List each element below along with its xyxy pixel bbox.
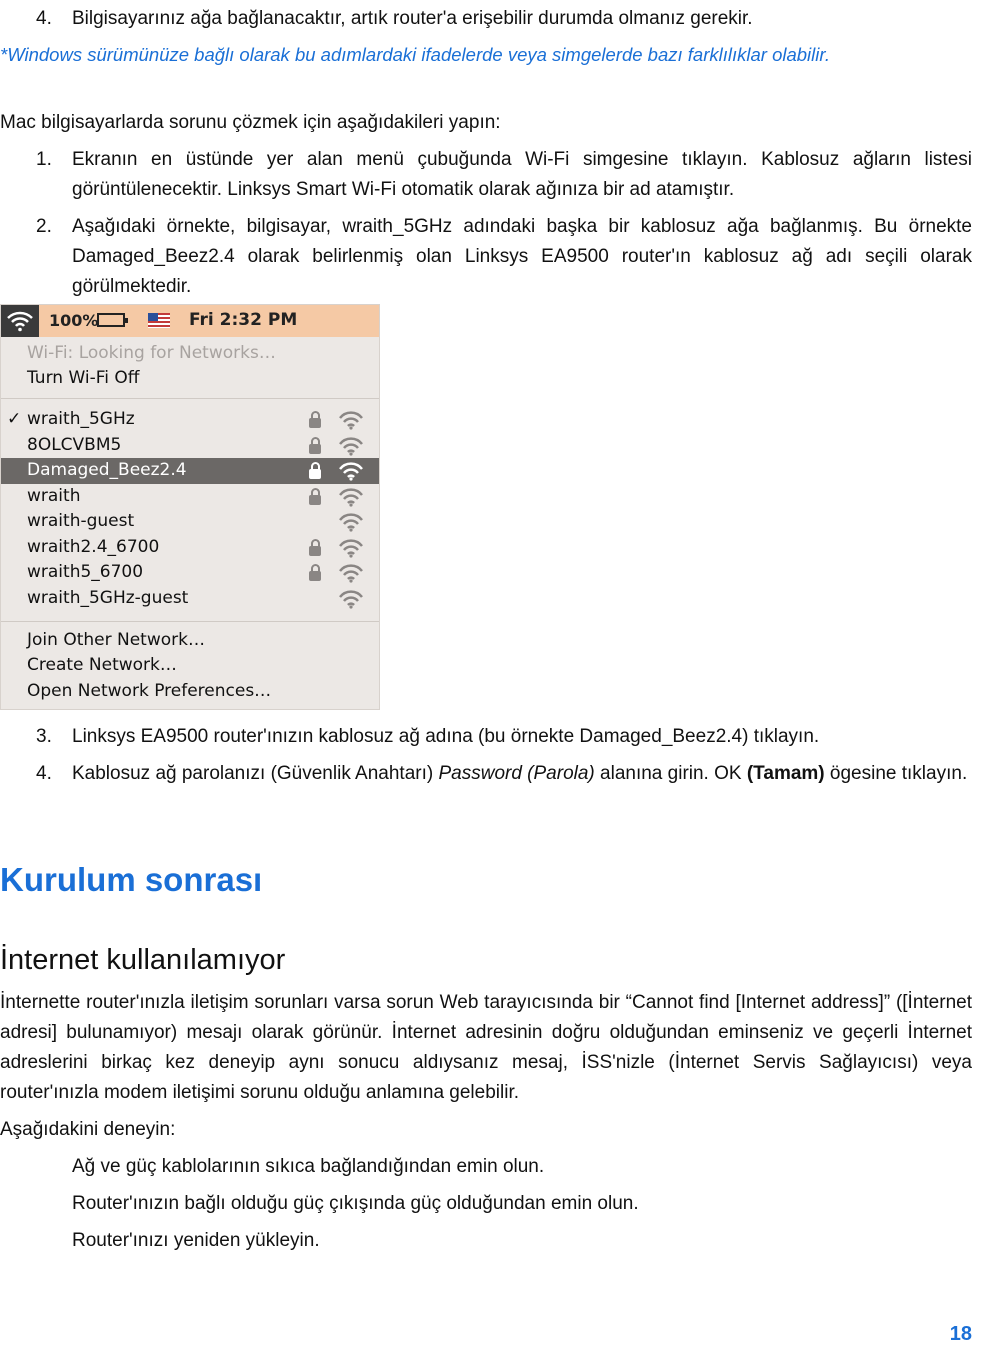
mac-menubar: [1, 305, 380, 337]
network-item-wraith-guest[interactable]: wraith-guest: [27, 511, 135, 531]
body-paragraph: İnternette router'ınızla iletişim sorunları varsa sorun Web tarayıcısında bir “Cannot find [Internet address]” ([İnternet adresi] bulunamıyor) mesajı olarak görünür. İnternet adresinin doğru olduğundan eminseniz ve geçerli İnternet adreslerini birkaç kez deneyip aynı sonucu aldıysanız mesaj, İSS'nizle (İnternet Servis Sağlayıcısı) veya router'ınızla modem iletişimi sorunu olduğu anlamına gelebilir.: [0, 992, 972, 1103]
wifi-signal-icon: [337, 436, 365, 456]
list-number: 1.: [36, 149, 52, 170]
mac-intro: Mac bilgisayarlarda sorunu çözmek için aşağıdakileri yapın:: [0, 112, 501, 133]
step-text-end: ögesine tıklayın.: [824, 763, 968, 784]
wifi-menubar-icon: [1, 305, 39, 337]
network-item-wraith-5ghz[interactable]: wraith_5GHz: [27, 409, 135, 429]
lock-icon: [309, 546, 321, 556]
menu-divider: [1, 621, 380, 622]
list-text: [72, 759, 972, 789]
network-item-8olcvbm5[interactable]: 8OLCVBM5: [27, 435, 122, 455]
lock-icon: [309, 469, 321, 479]
network-item-wraith5-6700[interactable]: wraith5_6700: [27, 562, 144, 582]
subsection-title: İnternet kullanılamıyor: [0, 944, 286, 976]
lock-icon: [309, 495, 321, 505]
wifi-signal-icon: [337, 538, 365, 558]
wifi-signal-icon: [337, 487, 365, 507]
network-item-wraith-5ghz-guest[interactable]: wraith_5GHz-guest: [27, 588, 189, 608]
wifi-signal-icon: [337, 589, 365, 609]
lock-icon: [309, 571, 321, 581]
section-title: Kurulum sonrası: [0, 861, 263, 898]
turn-wifi-off-item[interactable]: Turn Wi-Fi Off: [27, 368, 140, 388]
join-other-network-item[interactable]: Join Other Network…: [27, 630, 205, 650]
menu-divider: [1, 398, 380, 399]
step-text-middle: alanına girin. OK: [594, 763, 747, 784]
list-text: Aşağıdaki örnekte, bilgisayar, wraith_5GHz adındaki başka bir kablosuz ağa bağlanmış. Bu örnekte Damaged_Beez2.4 olarak belirlenmiş olan Linksys EA9500 router'ın kablosuz ağ adı seçili olarak görülmektedir.: [72, 216, 972, 297]
list-number: 4.: [36, 763, 52, 784]
wifi-signal-icon: [337, 512, 365, 532]
mac-wifi-menu-screenshot: [0, 304, 380, 710]
network-item-wraith2-4-6700[interactable]: wraith2.4_6700: [27, 537, 160, 557]
menubar-clock: Fri 2:32 PM: [189, 310, 298, 330]
network-item-wraith[interactable]: wraith: [27, 486, 81, 506]
wifi-status: Wi-Fi: Looking for Networks…: [27, 343, 276, 363]
battery-icon: [97, 313, 125, 327]
network-item-damaged-beez[interactable]: Damaged_Beez2.4: [27, 460, 187, 480]
try-item: Router'ınızı yeniden yükleyin.: [72, 1230, 320, 1251]
list-text: Bilgisayarınız ağa bağlanacaktır, artık router'a erişebilir durumda olmanız gerekir.: [72, 8, 753, 29]
list-text: Ekranın en üstünde yer alan menü çubuğunda Wi-Fi simgesine tıklayın. Kablosuz ağların listesi görüntülenecektir. Linksys Smart Wi-Fi otomatik olarak ağınıza bir ad atamıştır.: [72, 149, 972, 200]
list-number: 4.: [36, 8, 52, 29]
try-item: Ağ ve güç kablolarının sıkıca bağlandığından emin olun.: [72, 1156, 545, 1177]
step-text-start: Kablosuz ağ parolanızı (Güvenlik Anahtarı): [72, 763, 439, 784]
lock-icon: [309, 444, 321, 454]
password-field-name: Password (Parola): [438, 763, 595, 784]
try-label: Aşağıdakini deneyin:: [0, 1119, 176, 1140]
battery-percentage: 100%: [49, 311, 99, 330]
page-number: 18: [949, 1323, 972, 1345]
checkmark-icon: ✓: [7, 409, 22, 429]
wifi-signal-icon: [337, 563, 365, 583]
ok-button-name: (Tamam): [746, 763, 825, 784]
wifi-signal-icon: [337, 410, 365, 430]
open-network-preferences-item[interactable]: Open Network Preferences…: [27, 681, 272, 701]
lock-icon: [309, 418, 321, 428]
create-network-item[interactable]: Create Network…: [27, 655, 177, 675]
wifi-signal-icon: [337, 461, 365, 481]
try-item: Router'ınızın bağlı olduğu güç çıkışında güç olduğundan emin olun.: [72, 1193, 639, 1214]
windows-note: *Windows sürümünüze bağlı olarak bu adımlardaki ifadelerde veya simgelerde bazı farklılıklar olabilir.: [0, 44, 830, 65]
list-text: Linksys EA9500 router'ınızın kablosuz ağ adına (bu örnekte Damaged_Beez2.4) tıklayın.: [72, 726, 820, 747]
us-flag-icon: [148, 313, 170, 328]
list-number: 3.: [36, 726, 52, 747]
list-number: 2.: [36, 216, 52, 237]
